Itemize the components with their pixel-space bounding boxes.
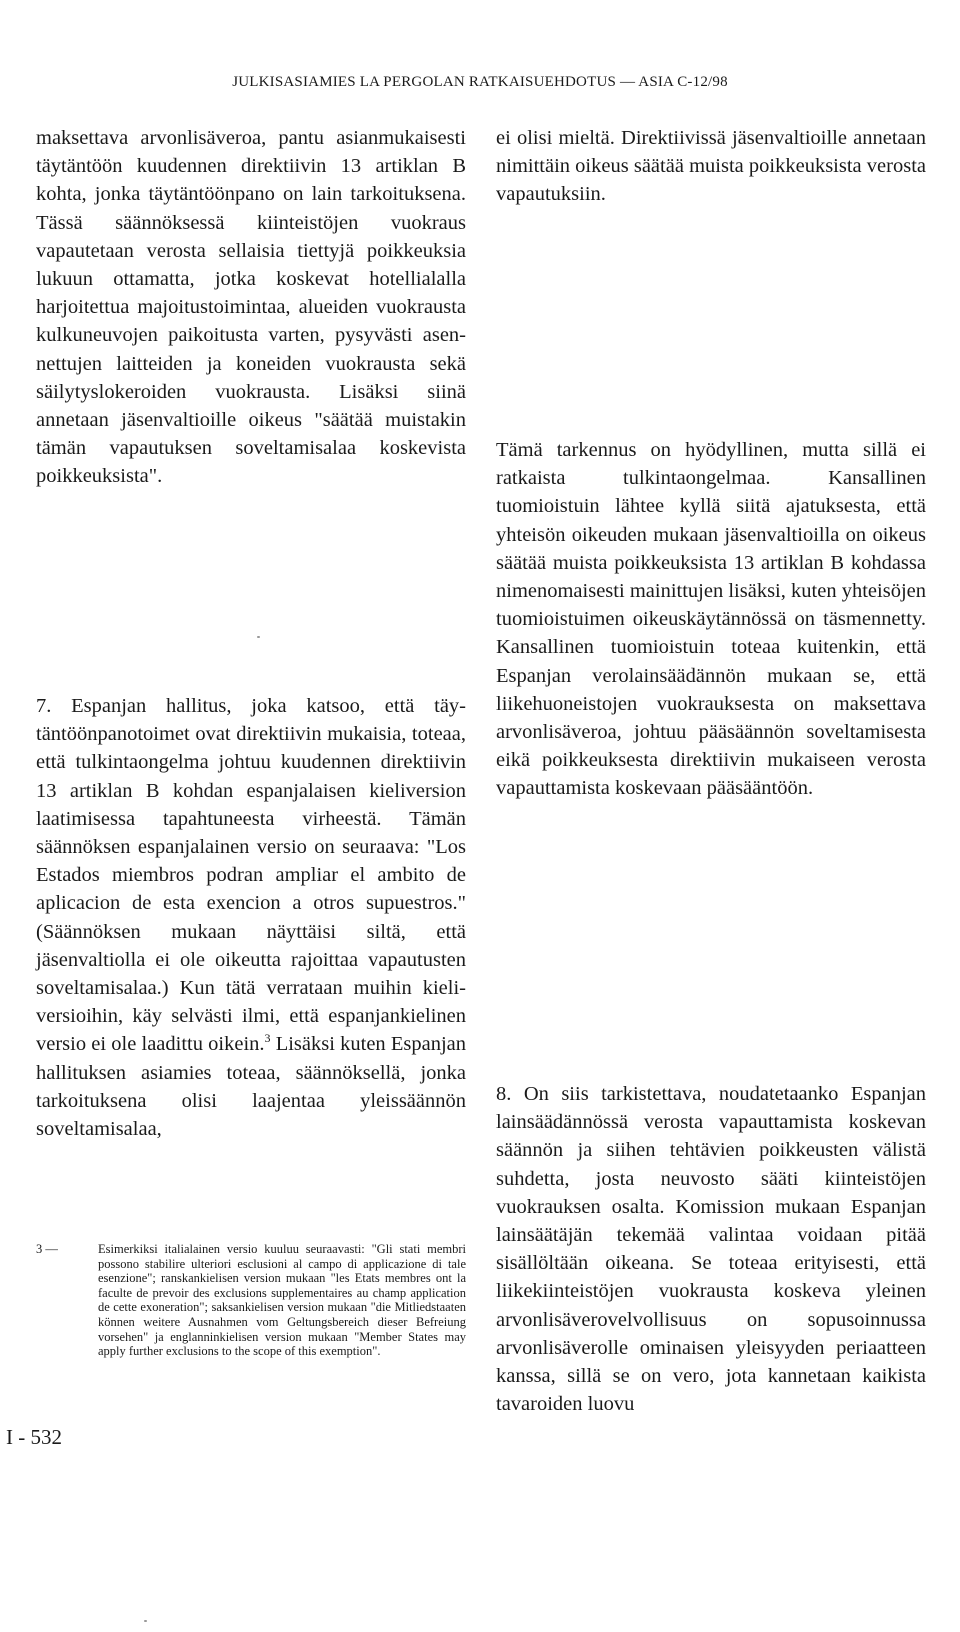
left-column-paragraph-1 bbox=[36, 124, 466, 491]
footnote bbox=[36, 1242, 466, 1359]
footnote-reference[interactable]: 3 bbox=[264, 1031, 271, 1046]
paragraph-text: 7. Espanjan hallitus, joka katsoo, että täytäntöönpanotoimet ovat direktiivin mukaisia, toteaa, että tulkintaongelma johtuu kuudennen direktiivin 13 artiklan B kohdan espanjalaisen kieliversion laatimisessa tapahtuneesta virheestä. Tämän säännöksen espanjalainen versio on seuraava: "Los Estados miembros podran ampliar el ambito de aplicacion de esta exencion a otros supuestros." (Säännöksen mukaan näyttäisi siltä, että jäsenvaltiolla ei ole oikeutta rajoittaa vapautusten soveltamisalaa.) Kun tätä verrataan muihin kieliversioihin, käy selvästi ilmi, että espanjankielinen versio ei ole laadittu oikein. bbox=[36, 695, 466, 1056]
paragraph-7 bbox=[36, 692, 466, 1143]
page-number: I - 532 bbox=[6, 1425, 62, 1449]
right-column-paragraph-8 bbox=[496, 1080, 926, 1418]
paragraph-text: Tämä tarkennus on hyödyllinen, mutta sillä ei ratkaista tulkintaongelmaa. Kansallinen tuomioistuin lähtee kyllä siitä ajatuksesta, että yhteisön oikeuden mukaan jäsenvaltioilla on oikeus säätää muista poikkeuksista 13 artiklan B kohdassa nimenomaisesti mainittujen lisäksi, kuten yhteisöjen tuomioistuimen oikeuskäytännössä on täsmennetty. Kansallinen tuomioistuin toteaa kuitenkin, että Espanjan verolainsäädännön mukaan se, että liikehuoneistojen vuokrauksesta on maksettava arvonlisäveroa, johtuu pääsäännön soveltamisesta eikä poikkeuksesta direktiivin mukaiseen verosta vapauttamista koskevaan pääsääntöön. bbox=[496, 439, 926, 800]
right-column-paragraph-2 bbox=[496, 436, 926, 803]
running-header: JULKISASIAMIES LA PERGOLAN RATKAISUEHDOTUS — ASIA C-12/98 bbox=[232, 74, 728, 90]
left-column-paragraph-7 bbox=[36, 692, 466, 1143]
footnote-text: Esimerkiksi italialainen versio kuuluu seuraavasti: "Gli stati membri possono stabilire ulteriori esclusioni al campo di applicazione di tale esenzione"; ranskankielisen version mukaan "les Etats membres ont la faculte de prevoir des exclusions supplementaires au champ application de cette exoneration"; saksankielisen version mukaan "die Mitliedstaaten können weitere Ausnahmen vom Geltungsbereich dieser Befreiung vorsehen" ja englanninkielisen version mukaan "Member States may apply further exclusions to the scope of this exemption". bbox=[98, 1242, 466, 1359]
paragraph-text: maksettava arvonlisäveroa, pantu asianmukaisesti täytäntöön kuudennen direktiivin 13 artiklan B kohta, jonka täytäntöönpano on lain tarkoituksena. Tässä säännöksessä kiinteistöjen vuokraus vapautetaan verosta sellaisia tiettyjä poikkeuksia lukuun ottamatta, jotka koskevat hotellialalla harjoitettua majoitustoimintaa, alueiden vuokrausta kulkuneuvojen paikoitusta varten, pysyvästi asennettujen laitteiden ja koneiden vuokrausta sekä säilytyslokeroiden vuokrausta. Lisäksi siinä annetaan jäsenvaltioille oikeus "säätää muistakin tämän vapautuksen soveltamisalaa koskevista poikkeuksista". bbox=[36, 127, 466, 488]
paragraph-text: ei olisi mieltä. Direktiivissä jäsenvaltioille annetaan nimittäin oikeus säätää muista poikkeuksista verosta vapautuksiin. bbox=[496, 127, 926, 206]
paragraph-text: 8. On siis tarkistettava, noudatetaanko Espanjan lainsäädännössä verosta vapauttamista koskevan säännön ja siihen tehtävien poikkeusten välistä suhdetta, josta neuvosto sääti kiinteistöjen vuokrauksen osalta. Komission mukaan Espanjan lainsäätäjän tekemää valintaa voidaan pitää sisällöltään oikeana. Se toteaa erityisesti, että liikekiinteistöjen vuokrausta koskeva yleinen arvonlisäverovelvollisuus on sopusoinnussa arvonlisäverolle ominaisen yleisyyden periaatteen kanssa, sillä se on vero, jota kannetaan kaikista tavaroiden luovu bbox=[496, 1083, 926, 1416]
scan-speck bbox=[257, 636, 260, 638]
right-column-paragraph-1 bbox=[496, 124, 926, 209]
footnote-label: 3 — bbox=[36, 1242, 58, 1256]
scan-speck bbox=[144, 1620, 147, 1622]
paragraph-text-continuation: Lisäksi kuten Espanjan hallituksen asiamies toteaa, säännöksellä, jonka tarkoituksena olisi laajentaa yleissäännön soveltamisalaa, bbox=[36, 1033, 466, 1141]
